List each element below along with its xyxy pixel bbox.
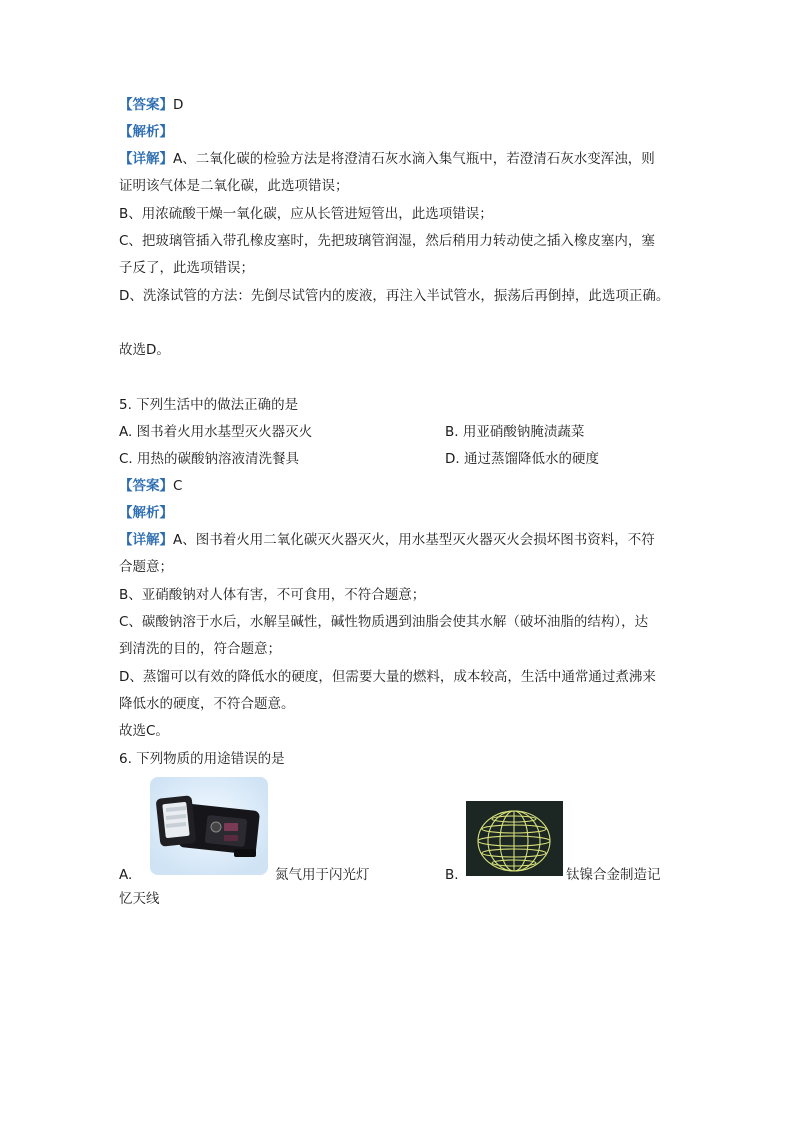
flash-lamp-illustration: [150, 777, 268, 875]
q4-detail-tag: 【详解】: [119, 151, 173, 167]
q4-line-1: 证明该气体是二氧化碳，此选项错误；: [119, 178, 349, 194]
q5-option-c: C. 用热的碳酸钠溶液清洗餐具: [119, 451, 300, 467]
q5-line-5: D、蒸馏可以有效的降低水的硬度，但需要大量的燃料，成本较高，生活中通常通过煮沸来: [119, 669, 656, 685]
q5-option-b: B. 用亚硝酸钠腌渍蔬菜: [445, 424, 585, 440]
q5-option-d: D. 通过蒸馏降低水的硬度: [445, 451, 599, 467]
q5-detail-tag: 【详解】: [119, 532, 173, 548]
q5-line-3: C、碳酸钠溶于水后，水解呈碱性，碱性物质遇到油脂会使其水解（破坏油脂的结构），达: [119, 614, 649, 630]
q5-line-6: 降低水的硬度，不符合题意。: [119, 696, 295, 712]
q4-analysis-tag: 【解析】: [119, 124, 173, 140]
q4-answer-value: D: [173, 97, 184, 113]
q4-answer-line: [119, 97, 183, 113]
q4-answer-tag: 【答案】: [119, 97, 173, 113]
q6-option-b-letter: B.: [445, 867, 459, 883]
q5-answer-value: C: [173, 478, 183, 494]
q6-option-b-cont: 忆天线: [119, 891, 160, 907]
q5-answer-line: [119, 478, 182, 494]
q6-stem: 6. 下列物质的用途错误的是: [119, 751, 285, 767]
q6-option-b-text: 钛镍合金制造记: [566, 867, 661, 883]
q5-line-1: 合题意；: [119, 559, 173, 575]
q5-stem: 5. 下列生活中的做法正确的是: [119, 397, 299, 413]
q4-detail-line-0: [119, 151, 655, 167]
q5-answer-tag: 【答案】: [119, 478, 173, 494]
q5-line-2: B、亚硝酸钠对人体有害，不可食用，不符合题意；: [119, 587, 426, 603]
antenna-mesh-illustration: [466, 801, 563, 876]
q5-detail-line-0: [119, 532, 655, 548]
q4-line-2: B、用浓硫酸干燥一氧化碳，应从长管进短管出，此选项错误；: [119, 206, 493, 222]
q4-line-text: A、二氧化碳的检验方法是将澄清石灰水滴入集气瓶中，若澄清石灰水变浑浊，则: [173, 151, 655, 167]
flash-lamp-image: [150, 777, 268, 875]
q6-option-a-text: 氮气用于闪光灯: [275, 867, 370, 883]
q5-conclusion: 故选C。: [119, 723, 169, 739]
q5-line-4: 到清洗的目的，符合题意；: [119, 641, 281, 657]
q5-analysis-tag: 【解析】: [119, 505, 173, 521]
q4-line-5: D、洗涤试管的方法：先倒尽试管内的废液，再注入半试管水，振荡后再倒掉，此选项正确。: [119, 288, 670, 304]
q4-line-3: C、把玻璃管插入带孔橡皮塞时，先把玻璃管润湿，然后稍用力转动使之插入橡皮塞内，塞: [119, 233, 655, 249]
q5-line-text: A、图书着火用二氧化碳灭火器灭火，用水基型灭火器灭火会损坏图书资料，不符: [173, 532, 655, 548]
q4-conclusion: 故选D。: [119, 342, 170, 358]
memory-alloy-antenna-image: [466, 801, 563, 876]
q6-option-a-letter: A.: [119, 867, 133, 883]
q4-line-4: 子反了，此选项错误；: [119, 260, 254, 276]
q5-option-a: A. 图书着火用水基型灭火器灭火: [119, 424, 313, 440]
